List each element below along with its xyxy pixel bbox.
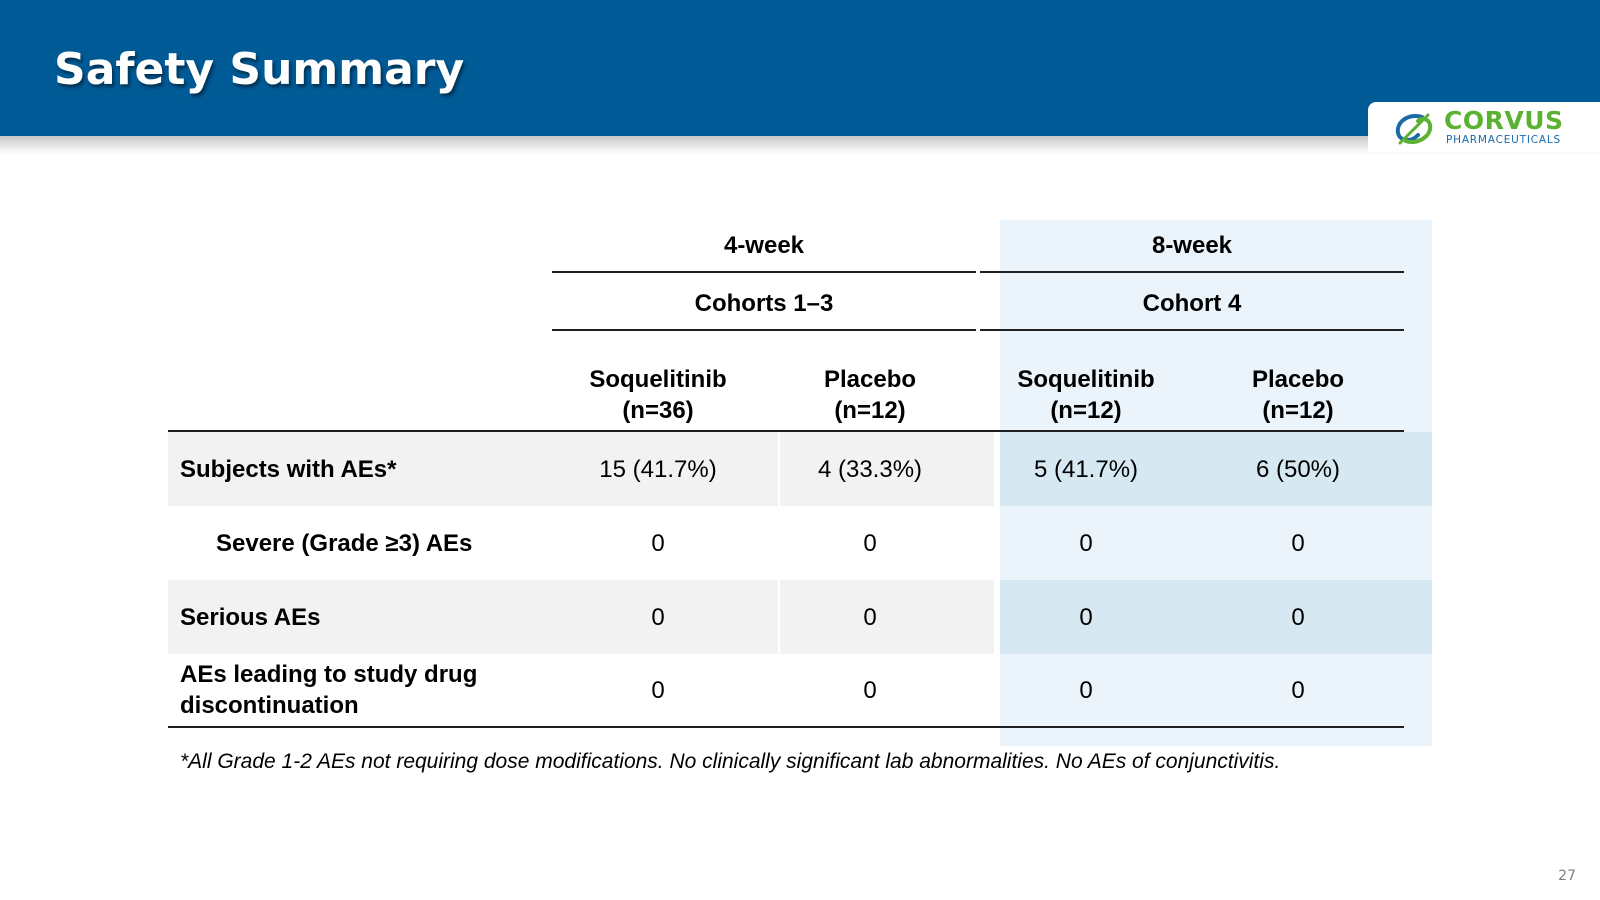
table-cell: 0 [1291,603,1305,631]
column-drug: Soquelitinib [1017,366,1155,393]
row-label-subjects-with-aes: Subjects with AEs* [180,455,397,483]
header-shadow [0,136,1600,154]
header-cohorts-1-3: Cohorts 1–3 [694,290,834,317]
table-cell: 0 [651,676,665,704]
rule-8week [980,271,1404,273]
row-label-aes-leading-to-discontinuation: AEs leading to study drug discontinuation [180,661,478,719]
table-cell: 4 (33.3%) [817,455,923,483]
column-drug: Placebo [823,366,917,393]
logo-name: CORVUS [1444,106,1564,135]
page-number: 27 [1558,868,1576,884]
table-cell: 15 (41.7%) [599,455,717,483]
column-drug: Soquelitinib [589,366,727,393]
table-cell: 0 [863,529,877,557]
column-header-placebo-8wk [1192,364,1404,426]
logo-subtitle: PHARMACEUTICALS [1446,134,1561,146]
table-cell: 5 (41.7%) [1033,455,1139,483]
table-cell: 0 [1291,676,1305,704]
slide-title: Safety Summary [54,44,465,95]
row-label-severe-aes: Severe (Grade ≥3) AEs [216,529,473,557]
column-header-placebo-4wk [764,364,976,426]
row-label-serious-aes: Serious AEs [180,603,321,631]
table-cell: 0 [1079,603,1093,631]
header-cohort-4: Cohort 4 [1142,290,1242,317]
column-n: (n=36) [622,397,694,424]
column-n: (n=12) [1262,397,1334,424]
rule-4week [552,271,976,273]
table-cell: 0 [651,529,665,557]
header-4-week: 4-week [723,232,805,259]
table-cell: 6 (50%) [1255,455,1341,483]
column-header-soquelitinib-8wk [980,364,1192,426]
table-cell: 0 [863,676,877,704]
footnote: *All Grade 1-2 AEs not requiring dose modifications. No clinically significant lab abnormalities. No AEs of conjunctivitis. [180,750,1281,773]
table-cell: 0 [1079,676,1093,704]
rule-cohort-4 [980,329,1404,331]
column-header-soquelitinib-4wk [552,364,764,426]
column-n: (n=12) [1050,397,1122,424]
safety-table [168,220,1432,746]
corvus-swirl-icon [1392,111,1436,147]
table-cell: 0 [1079,529,1093,557]
rule-cohorts-1-3 [552,329,976,331]
header-8-week: 8-week [1151,232,1233,259]
rule-table-bottom [168,726,1404,728]
table-cell: 0 [863,603,877,631]
column-n: (n=12) [834,397,906,424]
company-logo [1368,102,1600,152]
column-drug: Placebo [1251,366,1345,393]
table-cell: 0 [1291,529,1305,557]
table-cell: 0 [651,603,665,631]
